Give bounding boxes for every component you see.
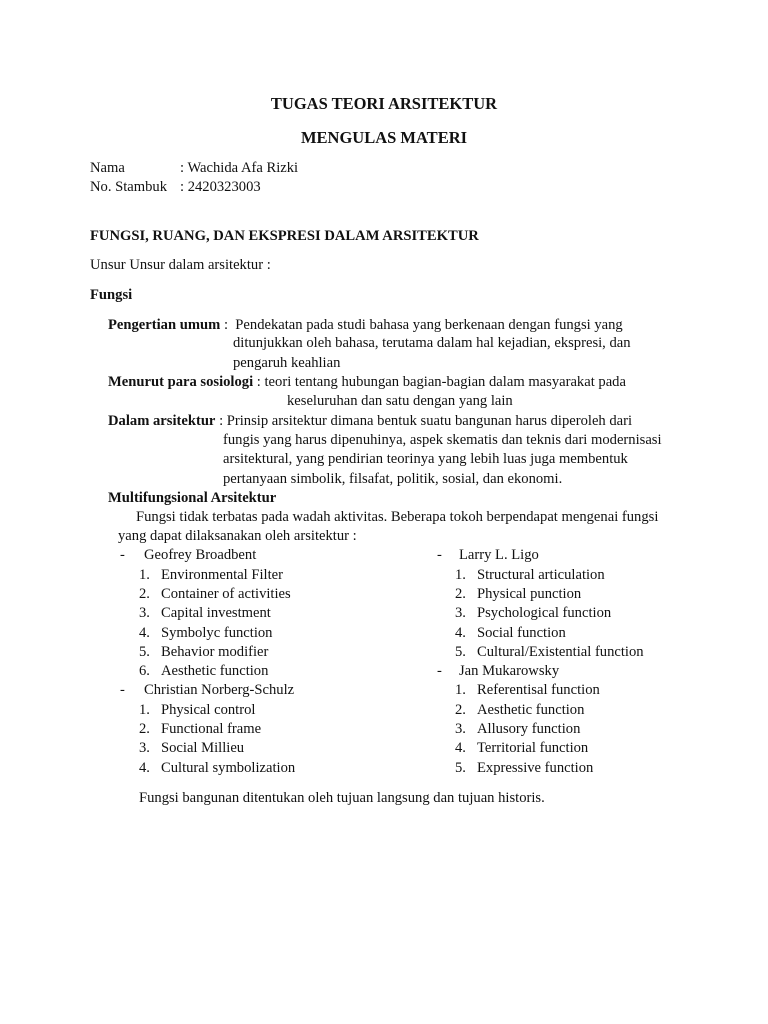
sociology-line-2: keseluruhan dan satu dengan yang lain	[287, 393, 513, 409]
list-item: Physical control	[161, 702, 256, 718]
list-item: Territorial function	[477, 740, 589, 756]
author-ligo: Larry L. Ligo	[459, 547, 539, 563]
list-number: 3.	[455, 721, 466, 737]
author-norberg-schulz: Christian Norberg-Schulz	[144, 682, 295, 698]
subheading-fungsi: Fungsi	[90, 287, 133, 303]
list-number: 2.	[455, 702, 466, 718]
list-number: 2.	[455, 586, 466, 602]
general-label: Pengertian umum	[108, 317, 221, 333]
list-item: Allusory function	[477, 721, 581, 737]
list-item: Aesthetic function	[477, 702, 585, 718]
multifunctional-heading: Multifungsional Arsitektur	[108, 490, 277, 506]
list-number: 5.	[455, 644, 466, 660]
architecture-line-2: fungis yang harus dipenuhinya, aspek skematis dan teknis dari modernisasi	[223, 432, 662, 448]
name-value: : Wachida Afa Rizki	[180, 160, 299, 176]
multifunctional-para-2: yang dapat dilaksanakan oleh arsitektur :	[118, 528, 357, 544]
list-dash: -	[120, 547, 125, 563]
list-number: 2.	[139, 586, 150, 602]
list-item: Environmental Filter	[161, 567, 283, 583]
list-item: Expressive function	[477, 760, 594, 776]
list-number: 5.	[455, 760, 466, 776]
general-line-1: Pendekatan pada studi bahasa yang berkenaan dengan fungsi yang	[235, 317, 623, 333]
list-number: 4.	[455, 740, 466, 756]
general-line-3: pengaruh keahlian	[233, 355, 341, 371]
intro-text: Unsur Unsur dalam arsitektur :	[90, 257, 271, 273]
architecture-label: Dalam arsitektur	[108, 413, 216, 429]
list-item: Social function	[477, 625, 566, 641]
list-dash: -	[120, 682, 125, 698]
name-label: Nama	[90, 160, 125, 176]
list-item: Functional frame	[161, 721, 262, 737]
list-number: 4.	[139, 760, 150, 776]
list-item: Physical punction	[477, 586, 582, 602]
general-separator: :	[220, 317, 236, 333]
list-number: 3.	[139, 605, 150, 621]
list-item: Psychological function	[477, 605, 612, 621]
author-broadbent: Geofrey Broadbent	[144, 547, 257, 563]
list-item: Cultural/Existential function	[477, 644, 644, 660]
section-heading: FUNGSI, RUANG, DAN EKSPRESI DALAM ARSITEKTUR	[90, 228, 479, 244]
list-number: 1.	[455, 567, 466, 583]
list-dash: -	[437, 663, 442, 679]
list-item: Structural articulation	[477, 567, 605, 583]
list-number: 4.	[455, 625, 466, 641]
list-item: Referentisal function	[477, 682, 600, 698]
page-title: TUGAS TEORI ARSITEKTUR	[270, 94, 498, 113]
list-number: 6.	[139, 663, 150, 679]
architecture-line-3: arsitektural, yang pendirian teorinya yang lebih luas juga membentuk	[223, 451, 628, 467]
id-value: : 2420323003	[180, 179, 261, 195]
list-number: 1.	[139, 702, 150, 718]
closing-text: Fungsi bangunan ditentukan oleh tujuan langsung dan tujuan historis.	[139, 790, 545, 806]
architecture-line-4: pertanyaan simbolik, filsafat, politik, sosial, dan ekonomi.	[223, 471, 563, 487]
list-number: 5.	[139, 644, 150, 660]
list-item: Aesthetic function	[161, 663, 269, 679]
id-label: No. Stambuk	[90, 179, 168, 195]
list-item: Social Millieu	[161, 740, 245, 756]
list-item: Symbolyc function	[161, 625, 273, 641]
general-line-2: ditunjukkan oleh bahasa, terutama dalam hal kejadian, ekspresi, dan	[233, 335, 631, 351]
list-number: 4.	[139, 625, 150, 641]
list-number: 3.	[139, 740, 150, 756]
architecture-line-1: Prinsip arsitektur dimana bentuk suatu bangunan harus diperoleh dari	[226, 413, 633, 429]
list-item: Cultural symbolization	[161, 760, 296, 776]
architecture-separator: :	[215, 413, 227, 429]
sociology-line-1: teori tentang hubungan bagian-bagian dalam masyarakat pada	[264, 374, 626, 390]
list-number: 1.	[455, 682, 466, 698]
definition-general	[108, 317, 623, 334]
sociology-separator: :	[253, 374, 265, 390]
sociology-label: Menurut para sosiologi	[108, 374, 254, 390]
multifunctional-para-1: Fungsi tidak terbatas pada wadah aktivitas. Beberapa tokoh berpendapat mengenai fungsi	[136, 509, 659, 525]
author-mukarowsky: Jan Mukarowsky	[459, 663, 560, 679]
list-item: Capital investment	[161, 605, 271, 621]
definition-architecture	[108, 413, 632, 430]
list-dash: -	[437, 547, 442, 563]
list-item: Container of activities	[161, 586, 291, 602]
list-number: 1.	[139, 567, 150, 583]
list-item: Behavior modifier	[161, 644, 269, 660]
list-number: 2.	[139, 721, 150, 737]
list-number: 3.	[455, 605, 466, 621]
page-subtitle: MENGULAS MATERI	[300, 128, 468, 147]
definition-sociology	[108, 374, 626, 391]
